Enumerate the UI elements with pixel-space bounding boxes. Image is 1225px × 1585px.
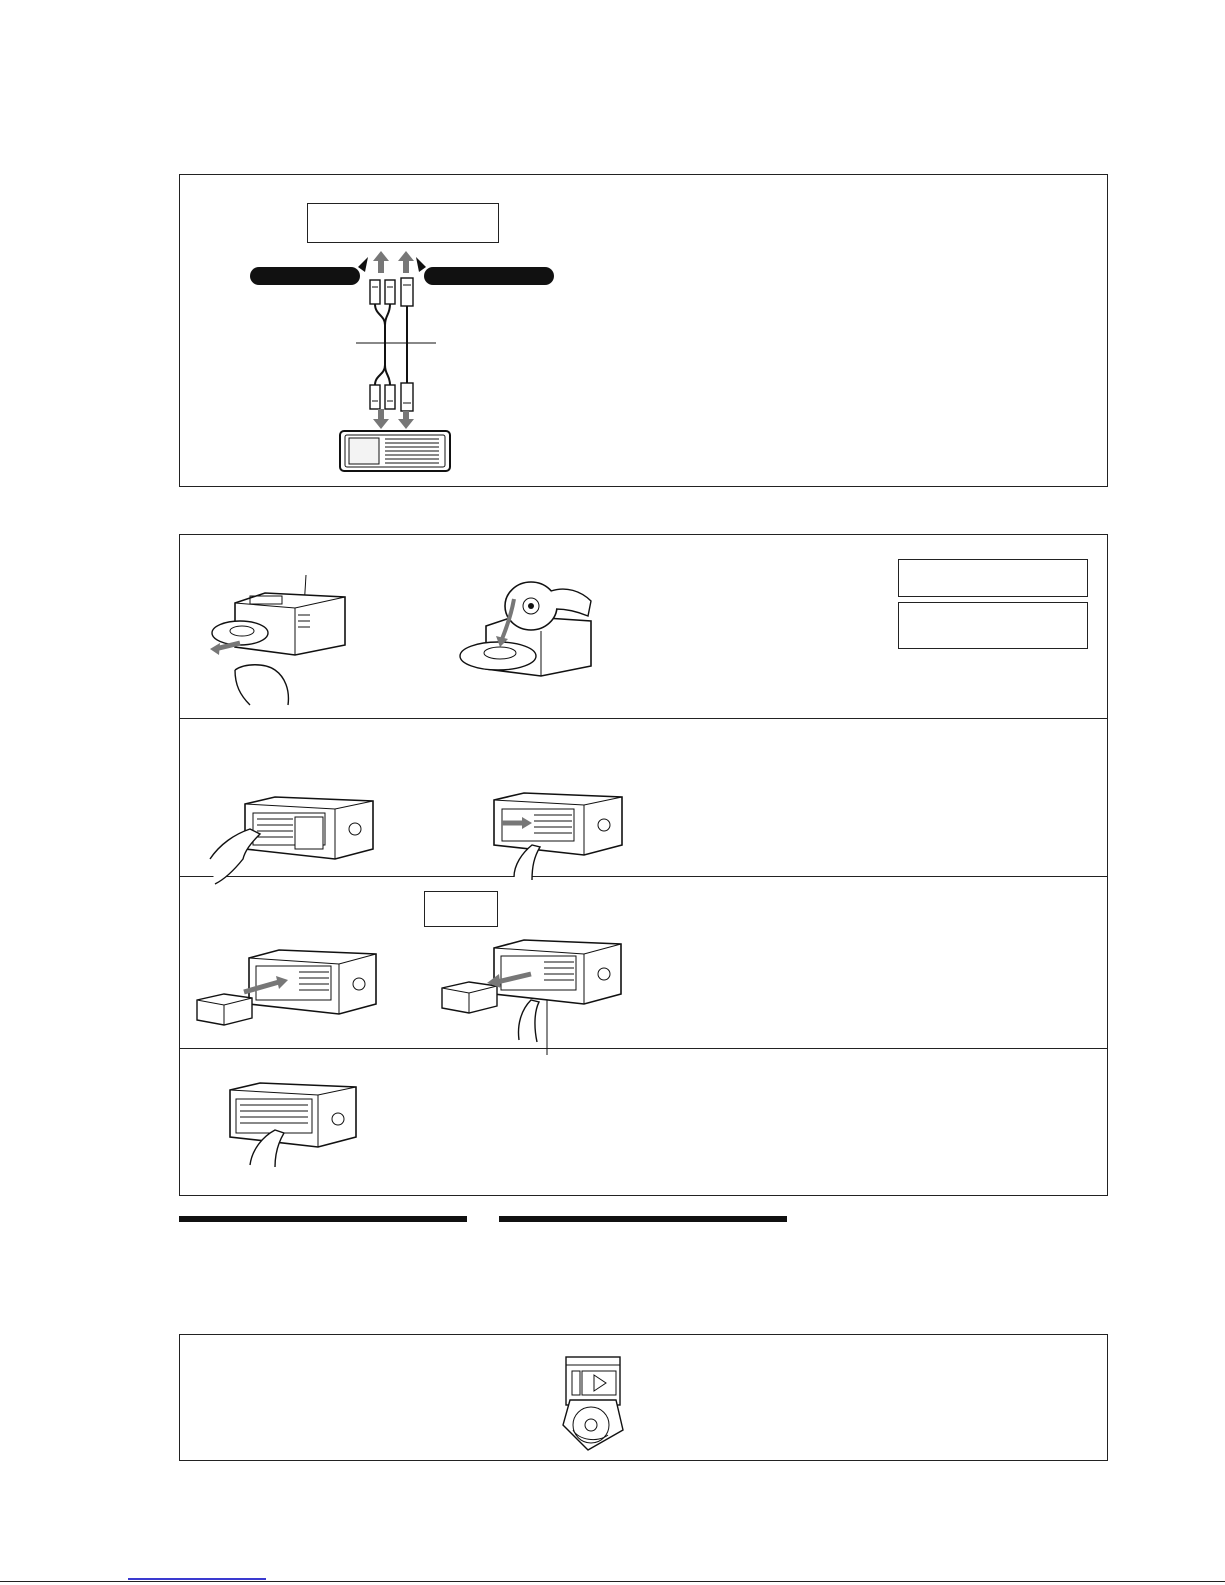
status-box-2 bbox=[898, 602, 1088, 649]
status-box-1 bbox=[898, 559, 1088, 597]
connection-panel bbox=[179, 174, 1108, 487]
section-heading-rule-left bbox=[179, 1216, 467, 1222]
cd-changer-icon bbox=[339, 430, 451, 472]
page-bottom-edge bbox=[0, 1581, 1225, 1582]
magazine-label-panel bbox=[179, 1334, 1108, 1461]
door-slide-illustration bbox=[474, 785, 624, 885]
section-heading-rule-right bbox=[499, 1216, 787, 1222]
magazine-insert-illustration bbox=[194, 940, 379, 1050]
magazine-label-illustration bbox=[558, 1345, 628, 1453]
row-divider-1 bbox=[180, 718, 1107, 719]
loading-panel bbox=[179, 534, 1108, 1196]
disc-insert-illustration bbox=[456, 581, 596, 711]
magazine-remove-illustration bbox=[439, 930, 624, 1055]
rca-cable-illustration bbox=[180, 175, 1109, 488]
step3-tag-box bbox=[424, 891, 498, 927]
door-open-illustration bbox=[205, 789, 375, 889]
magazine-eject-illustration bbox=[210, 575, 350, 710]
footer-link-underline[interactable] bbox=[128, 1578, 266, 1580]
door-close-illustration bbox=[220, 1075, 360, 1175]
